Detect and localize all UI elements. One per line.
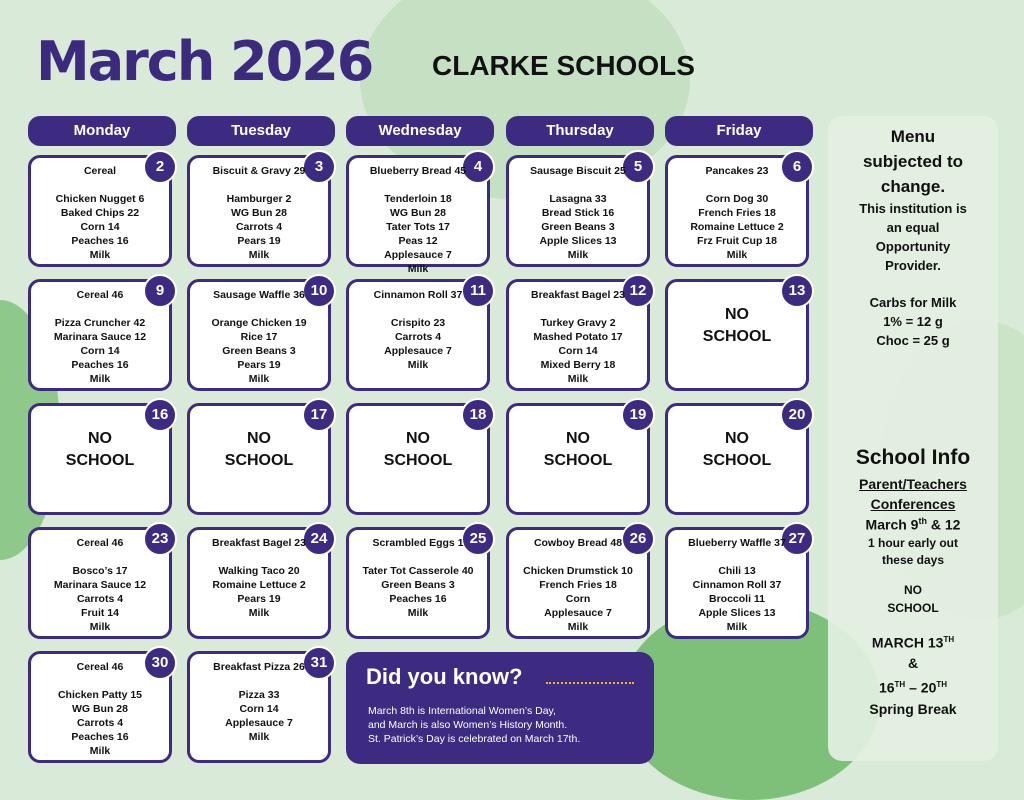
dotted-line bbox=[546, 682, 634, 684]
no-school-line: SCHOOL bbox=[224, 452, 294, 469]
day-header-friday: Friday bbox=[665, 116, 813, 146]
lunch-item: WG Bun 28 bbox=[71, 703, 128, 715]
date-badge: 9 bbox=[143, 274, 177, 308]
equal-opp-3: Opportunity bbox=[875, 239, 951, 254]
lunch-item: Pizza 33 bbox=[238, 689, 280, 701]
lunch-item: Turkey Gravy 2 bbox=[540, 317, 616, 329]
carbs-title: Carbs for Milk bbox=[869, 295, 957, 310]
date-badge: 5 bbox=[621, 150, 655, 184]
conference-dates bbox=[828, 516, 998, 533]
carbs-choc: Choc = 25 g bbox=[876, 333, 950, 348]
lunch-item: Chicken Drumstick 10 bbox=[523, 565, 633, 577]
spring-break: Spring Break bbox=[869, 700, 957, 717]
early-out-2: these days bbox=[881, 552, 945, 567]
lunch-item: Milk bbox=[248, 249, 270, 261]
range-a: 16 bbox=[878, 679, 895, 696]
lunch-item: Corn bbox=[565, 593, 591, 605]
lunch-item: Peas 12 bbox=[398, 235, 438, 247]
lunch-item: Milk bbox=[567, 249, 589, 261]
lunch-item: Marinara Sauce 12 bbox=[53, 579, 147, 591]
menu-note-1: Menu bbox=[890, 127, 936, 146]
lunch-item: Cinnamon Roll 37 bbox=[692, 579, 782, 591]
no-school-line: NO bbox=[247, 430, 271, 447]
lunch-item: Lasagna 33 bbox=[549, 193, 607, 205]
equal-opp-4: Provider. bbox=[885, 258, 941, 273]
date-badge: 26 bbox=[621, 522, 655, 556]
lunch-item: Frz Fruit Cup 18 bbox=[697, 235, 777, 247]
day-cell bbox=[187, 651, 331, 763]
lunch-item: Pears 19 bbox=[237, 593, 281, 605]
menu-note-2: subjected to bbox=[862, 152, 964, 171]
no-school-line: SCHOOL bbox=[65, 452, 135, 469]
no-school-label bbox=[41, 428, 159, 472]
lunch-item: Milk bbox=[89, 249, 111, 261]
lunch-item: Walking Taco 20 bbox=[218, 565, 300, 577]
lunch-item: Apple Slices 13 bbox=[539, 235, 617, 247]
date-badge: 19 bbox=[621, 398, 655, 432]
breakfast-item: Blueberry Bread 45 bbox=[369, 165, 467, 177]
day-cell bbox=[28, 651, 172, 763]
no-school-line: NO bbox=[725, 306, 749, 323]
lunch-item: Green Beans 3 bbox=[222, 345, 296, 357]
lunch-item: Milk bbox=[407, 607, 429, 619]
day-cell bbox=[28, 155, 172, 267]
menu-items bbox=[353, 164, 483, 276]
date-badge: 30 bbox=[143, 646, 177, 680]
lunch-item: Peaches 16 bbox=[71, 235, 129, 247]
school-info-title: School Info bbox=[855, 446, 971, 469]
range-sup-a: TH bbox=[894, 680, 906, 690]
equal-opp-2: an equal bbox=[886, 220, 940, 235]
lunch-item: Green Beans 3 bbox=[381, 579, 455, 591]
range-sup-b: TH bbox=[936, 680, 948, 690]
breakfast-item: Blueberry Waffle 37 bbox=[688, 537, 786, 549]
menu-items bbox=[353, 288, 483, 372]
lunch-item: Milk bbox=[248, 731, 270, 743]
date-badge: 6 bbox=[780, 150, 814, 184]
lunch-item: Milk bbox=[567, 373, 589, 385]
day-cell bbox=[28, 527, 172, 639]
day-cell bbox=[346, 155, 490, 275]
lunch-item: Carrots 4 bbox=[76, 717, 124, 729]
lunch-item: Chicken Nugget 6 bbox=[55, 193, 145, 205]
breakfast-item: Cereal 46 bbox=[76, 537, 124, 549]
day-cell bbox=[346, 403, 490, 515]
breakfast-item: Biscuit & Gravy 29 bbox=[212, 165, 306, 177]
date-badge: 20 bbox=[780, 398, 814, 432]
breakfast-item: Cowboy Bread 48 bbox=[533, 537, 623, 549]
conf-date-a: March 9 bbox=[865, 516, 919, 533]
amp: & bbox=[907, 655, 919, 672]
lunch-item: Milk bbox=[726, 249, 748, 261]
day-cell bbox=[506, 403, 650, 515]
menu-items bbox=[35, 288, 165, 386]
lunch-item: Corn 14 bbox=[80, 221, 120, 233]
day-cell bbox=[187, 403, 331, 515]
lunch-item: Tater Tots 17 bbox=[386, 221, 450, 233]
day-cell bbox=[28, 279, 172, 391]
lunch-item: Baked Chips 22 bbox=[60, 207, 140, 219]
march-13 bbox=[828, 629, 998, 654]
lunch-item: Corn 14 bbox=[558, 345, 598, 357]
break-range bbox=[828, 674, 998, 699]
day-cell bbox=[506, 527, 650, 639]
school-name: CLARKE SCHOOLS bbox=[432, 50, 695, 81]
no-school-label bbox=[359, 428, 477, 472]
menu-items bbox=[35, 660, 165, 758]
date-badge: 10 bbox=[302, 274, 336, 308]
day-cell bbox=[506, 155, 650, 267]
breakfast-item: Breakfast Bagel 23 bbox=[212, 537, 306, 549]
no-school-label bbox=[200, 428, 318, 472]
lunch-item: French Fries 18 bbox=[698, 207, 776, 219]
lunch-item: Applesauce 7 bbox=[225, 717, 293, 729]
date-badge: 31 bbox=[302, 646, 336, 680]
no-school-line: SCHOOL bbox=[702, 452, 772, 469]
menu-items bbox=[672, 536, 802, 634]
no-school-line: SCHOOL bbox=[543, 452, 613, 469]
lunch-item: WG Bun 28 bbox=[230, 207, 287, 219]
menu-items bbox=[194, 288, 324, 386]
lunch-item: Romaine Lettuce 2 bbox=[212, 579, 306, 591]
day-cell bbox=[665, 279, 809, 391]
breakfast-item: Breakfast Pizza 26 bbox=[213, 661, 305, 673]
no-school-line: NO bbox=[88, 430, 112, 447]
lunch-item: Chili 13 bbox=[718, 565, 756, 577]
breakfast-item: Cereal 46 bbox=[76, 661, 124, 673]
no-school-line: SCHOOL bbox=[702, 328, 772, 345]
lunch-item: Applesauce 7 bbox=[384, 345, 452, 357]
lunch-item: WG Bun 28 bbox=[389, 207, 446, 219]
month-title: March 2026 bbox=[36, 30, 373, 93]
carbs-1pct: 1% = 12 g bbox=[883, 314, 943, 329]
dyk-line-3: St. Patrick’s Day is celebrated on March 17th. bbox=[368, 733, 581, 745]
lunch-item: Milk bbox=[89, 745, 111, 757]
no-school-label bbox=[519, 428, 637, 472]
menu-items bbox=[513, 164, 643, 262]
lunch-item: Carrots 4 bbox=[76, 593, 124, 605]
date-badge: 16 bbox=[143, 398, 177, 432]
lunch-item: Marinara Sauce 12 bbox=[53, 331, 147, 343]
lunch-item: Orange Chicken 19 bbox=[211, 317, 307, 329]
day-cell bbox=[665, 403, 809, 515]
conf-sup: th bbox=[918, 516, 927, 526]
lunch-item: Broccoli 11 bbox=[708, 593, 766, 605]
date-badge: 3 bbox=[302, 150, 336, 184]
no-school-line: NO bbox=[406, 430, 430, 447]
lunch-item: Fruit 14 bbox=[81, 607, 119, 619]
lunch-item: Corn 14 bbox=[80, 345, 120, 357]
menu-items bbox=[513, 536, 643, 634]
day-header-thursday: Thursday bbox=[506, 116, 654, 146]
date-badge: 11 bbox=[461, 274, 495, 308]
lunch-item: Pizza Cruncher 42 bbox=[54, 317, 146, 329]
day-cell bbox=[187, 527, 331, 639]
lunch-item: Mixed Berry 18 bbox=[540, 359, 616, 371]
date-badge: 18 bbox=[461, 398, 495, 432]
lunch-item: Milk bbox=[407, 263, 429, 275]
did-you-know-title: Did you know? bbox=[366, 664, 523, 689]
menu-items bbox=[194, 660, 324, 744]
date-badge: 24 bbox=[302, 522, 336, 556]
date-badge: 2 bbox=[143, 150, 177, 184]
sidebar-info bbox=[828, 116, 998, 761]
lunch-item: Applesauce 7 bbox=[384, 249, 452, 261]
lunch-item: Pears 19 bbox=[237, 359, 281, 371]
lunch-item: Carrots 4 bbox=[235, 221, 283, 233]
march13-sup: TH bbox=[943, 634, 955, 644]
lunch-item: Peaches 16 bbox=[71, 359, 129, 371]
lunch-item: Milk bbox=[248, 607, 270, 619]
did-you-know-box bbox=[346, 652, 654, 764]
menu-items bbox=[513, 288, 643, 386]
lunch-item: Milk bbox=[407, 359, 429, 371]
no-school-line: NO bbox=[725, 430, 749, 447]
dyk-line-1: March 8th is International Women’s Day, bbox=[368, 705, 556, 717]
date-badge: 4 bbox=[461, 150, 495, 184]
lunch-item: Tater Tot Casserole 40 bbox=[362, 565, 474, 577]
no-school-line: SCHOOL bbox=[383, 452, 453, 469]
lunch-item: Applesauce 7 bbox=[544, 607, 612, 619]
lunch-item: Pears 19 bbox=[237, 235, 281, 247]
date-badge: 13 bbox=[780, 274, 814, 308]
lunch-item: Milk bbox=[89, 373, 111, 385]
day-cell bbox=[665, 527, 809, 639]
menu-items bbox=[353, 536, 483, 620]
conferences-line-2: Conferences bbox=[870, 496, 956, 512]
lunch-item: Bosco’s 17 bbox=[72, 565, 128, 577]
side-no: NO bbox=[904, 582, 922, 597]
no-school-label bbox=[678, 304, 796, 348]
lunch-item: Green Beans 3 bbox=[541, 221, 615, 233]
lunch-item: Corn 14 bbox=[239, 703, 279, 715]
day-cell bbox=[346, 279, 490, 391]
day-cell bbox=[346, 527, 490, 639]
lunch-item: Hamburger 2 bbox=[226, 193, 292, 205]
dyk-line-2: and March is also Women’s History Month. bbox=[368, 719, 568, 731]
lunch-item: Milk bbox=[248, 373, 270, 385]
lunch-item: Milk bbox=[567, 621, 589, 633]
early-out-1: 1 hour early out bbox=[867, 535, 959, 550]
breakfast-item: Cereal bbox=[83, 165, 117, 177]
menu-note-3: change. bbox=[880, 177, 946, 196]
date-badge: 23 bbox=[143, 522, 177, 556]
conferences-line-1: Parent/Teachers bbox=[859, 476, 967, 492]
day-cell bbox=[665, 155, 809, 267]
breakfast-item: Cinnamon Roll 37 bbox=[373, 289, 463, 301]
day-cell bbox=[187, 279, 331, 391]
lunch-item: Mashed Potato 17 bbox=[533, 331, 623, 343]
menu-items bbox=[194, 536, 324, 620]
breakfast-item: Scrambled Eggs 1 bbox=[372, 537, 464, 549]
lunch-item: Tenderloin 18 bbox=[384, 193, 452, 205]
lunch-item: French Fries 18 bbox=[539, 579, 617, 591]
no-school-label bbox=[678, 428, 796, 472]
lunch-item: Corn Dog 30 bbox=[705, 193, 769, 205]
lunch-item: Peaches 16 bbox=[389, 593, 447, 605]
menu-items bbox=[194, 164, 324, 262]
lunch-item: Carrots 4 bbox=[394, 331, 442, 343]
menu-items bbox=[35, 536, 165, 634]
lunch-item: Peaches 16 bbox=[71, 731, 129, 743]
breakfast-item: Cereal 46 bbox=[76, 289, 124, 301]
day-cell bbox=[28, 403, 172, 515]
day-cell bbox=[187, 155, 331, 267]
date-badge: 25 bbox=[461, 522, 495, 556]
lunch-item: Rice 17 bbox=[240, 331, 278, 343]
breakfast-item: Pancakes 23 bbox=[705, 165, 769, 177]
day-header-wednesday: Wednesday bbox=[346, 116, 494, 146]
day-cell bbox=[506, 279, 650, 391]
lunch-item: Bread Stick 16 bbox=[541, 207, 615, 219]
lunch-item: Milk bbox=[89, 621, 111, 633]
lunch-item: Romaine Lettuce 2 bbox=[690, 221, 784, 233]
conf-date-b: & 12 bbox=[926, 516, 961, 533]
side-school: SCHOOL bbox=[887, 600, 939, 615]
date-badge: 12 bbox=[621, 274, 655, 308]
range-mid: – 20 bbox=[905, 679, 937, 696]
breakfast-item: Breakfast Bagel 23 bbox=[531, 289, 625, 301]
breakfast-item: Sausage Waffle 36 bbox=[213, 289, 305, 301]
day-header-monday: Monday bbox=[28, 116, 176, 146]
lunch-item: Milk bbox=[726, 621, 748, 633]
breakfast-item: Sausage Biscuit 25 bbox=[530, 165, 626, 177]
equal-opp-1: This institution is bbox=[859, 201, 967, 216]
day-header-tuesday: Tuesday bbox=[187, 116, 335, 146]
lunch-item: Apple Slices 13 bbox=[698, 607, 776, 619]
date-badge: 17 bbox=[302, 398, 336, 432]
lunch-item: Chicken Patty 15 bbox=[57, 689, 143, 701]
no-school-line: NO bbox=[566, 430, 590, 447]
march13-text: MARCH 13 bbox=[871, 634, 944, 651]
date-badge: 27 bbox=[780, 522, 814, 556]
lunch-item: Crispito 23 bbox=[390, 317, 446, 329]
menu-items bbox=[672, 164, 802, 262]
menu-items bbox=[35, 164, 165, 262]
